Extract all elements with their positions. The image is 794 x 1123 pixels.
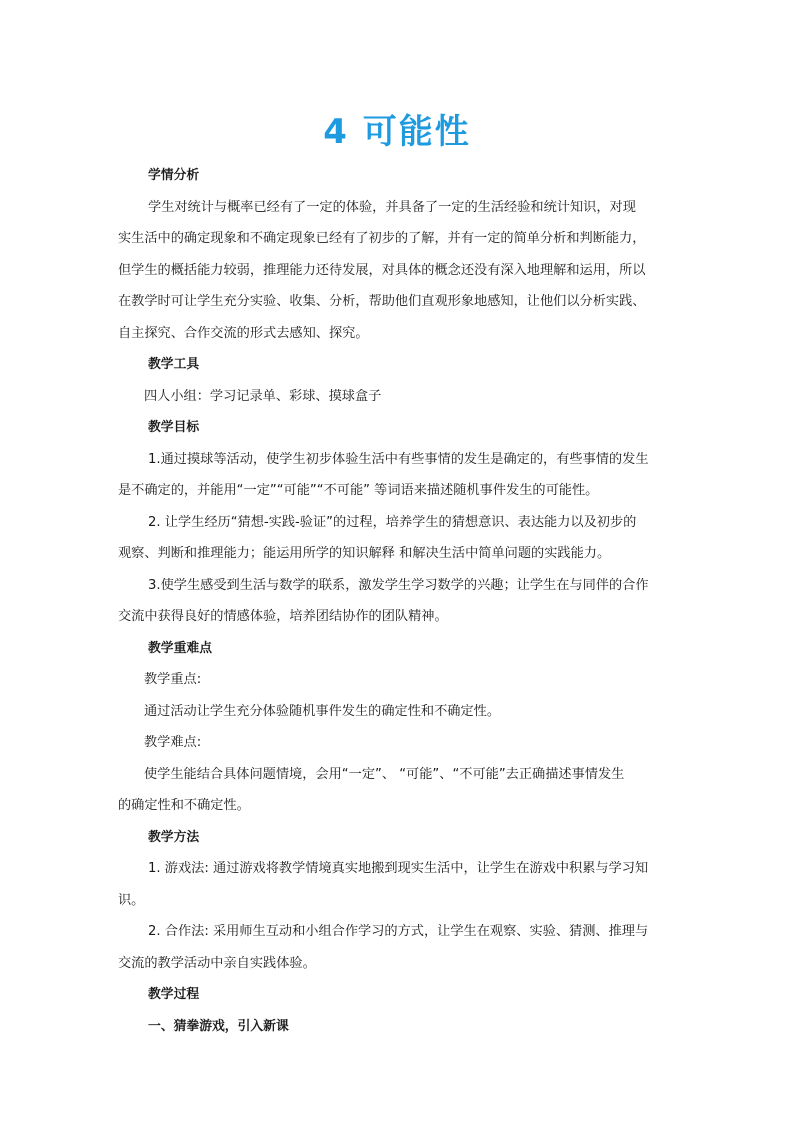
paragraph-line: 观察、判断和推理能力；能运用所学的知识解释 和解决生活中简单问题的实践能力。 bbox=[118, 546, 611, 561]
paragraph-line: 的确定性和不确定性。 bbox=[118, 798, 250, 813]
paragraph-line: 但学生的概括能力较弱，推理能力还待发展，对具体的概念还没有深入地理解和运用，所以 bbox=[118, 262, 646, 278]
subheading-nandian: 教学难点: bbox=[144, 735, 202, 750]
paragraph-line: 在教学时可让学生充分实验、收集、分析，帮助他们直观形象地感知，让他们以分析实践、 bbox=[118, 294, 646, 309]
paragraph-line: 实生活中的确定现象和不确定现象已经有了初步的了解，并有一定的简单分析和判断能力， bbox=[118, 231, 646, 246]
section-heading-guocheng: 教学过程 bbox=[148, 987, 200, 1002]
section-heading-xueqing: 学情分析 bbox=[148, 168, 200, 183]
paragraph-line: 交流中获得良好的情感体验，培养团结协作的团队精神。 bbox=[118, 609, 448, 624]
paragraph-line: 2. 合作法: 采用师生互动和小组合作学习的方式，让学生在观察、实验、猜测、推理与 bbox=[148, 924, 649, 939]
document-body bbox=[118, 160, 678, 1042]
paragraph-line: 识。 bbox=[118, 892, 145, 908]
paragraph-line: 2. 让学生经历“猜想-实践-验证”的过程，培养学生的猜想意识、表达能力以及初步的 bbox=[148, 514, 637, 530]
subheading-zhongdian: 教学重点: bbox=[144, 672, 202, 687]
section-heading-fangfa: 教学方法 bbox=[148, 829, 200, 845]
paragraph-line: 自主探究、合作交流的形式去感知、探究。 bbox=[118, 325, 369, 341]
paragraph-line: 1.通过摸球等活动，使学生初步体验生活中有些事情的发生是确定的，有些事情的发生 bbox=[148, 451, 649, 467]
page-title: 4 可能性 bbox=[323, 112, 471, 152]
paragraph-line: 是不确定的，并能用“一定”“可能”“不可能” 等词语来描述随机事件发生的可能性。 bbox=[118, 483, 599, 498]
section-heading-gongju: 教学工具 bbox=[148, 357, 200, 372]
paragraph-line: 交流的教学活动中亲自实践体验。 bbox=[118, 955, 316, 971]
paragraph-line: 四人小组：学习记录单、彩球、摸球盒子 bbox=[144, 388, 382, 404]
section-heading-mubiao: 教学目标 bbox=[148, 420, 200, 435]
paragraph-line: 学生对统计与概率已经有了一定的体验，并具备了一定的生活经验和统计知识，对现 bbox=[148, 199, 636, 215]
paragraph-line: 1. 游戏法: 通过游戏将教学情境真实地搬到现实生活中，让学生在游戏中积累与学习知 bbox=[148, 861, 649, 876]
paragraph-line: 3.使学生感受到生活与数学的联系，激发学生学习数学的兴趣；让学生在与同伴的合作 bbox=[148, 577, 649, 593]
paragraph-line: 使学生能结合具体问题情境，会用“一定”、 “可能”、“不可能”去正确描述事情发生 bbox=[144, 766, 625, 782]
step-heading-1: 一、猜拳游戏，引入新课 bbox=[148, 1018, 289, 1034]
section-heading-zhongnan: 教学重难点 bbox=[148, 640, 212, 656]
paragraph-line: 通过活动让学生充分体验随机事件发生的确定性和不确定性。 bbox=[144, 703, 501, 719]
